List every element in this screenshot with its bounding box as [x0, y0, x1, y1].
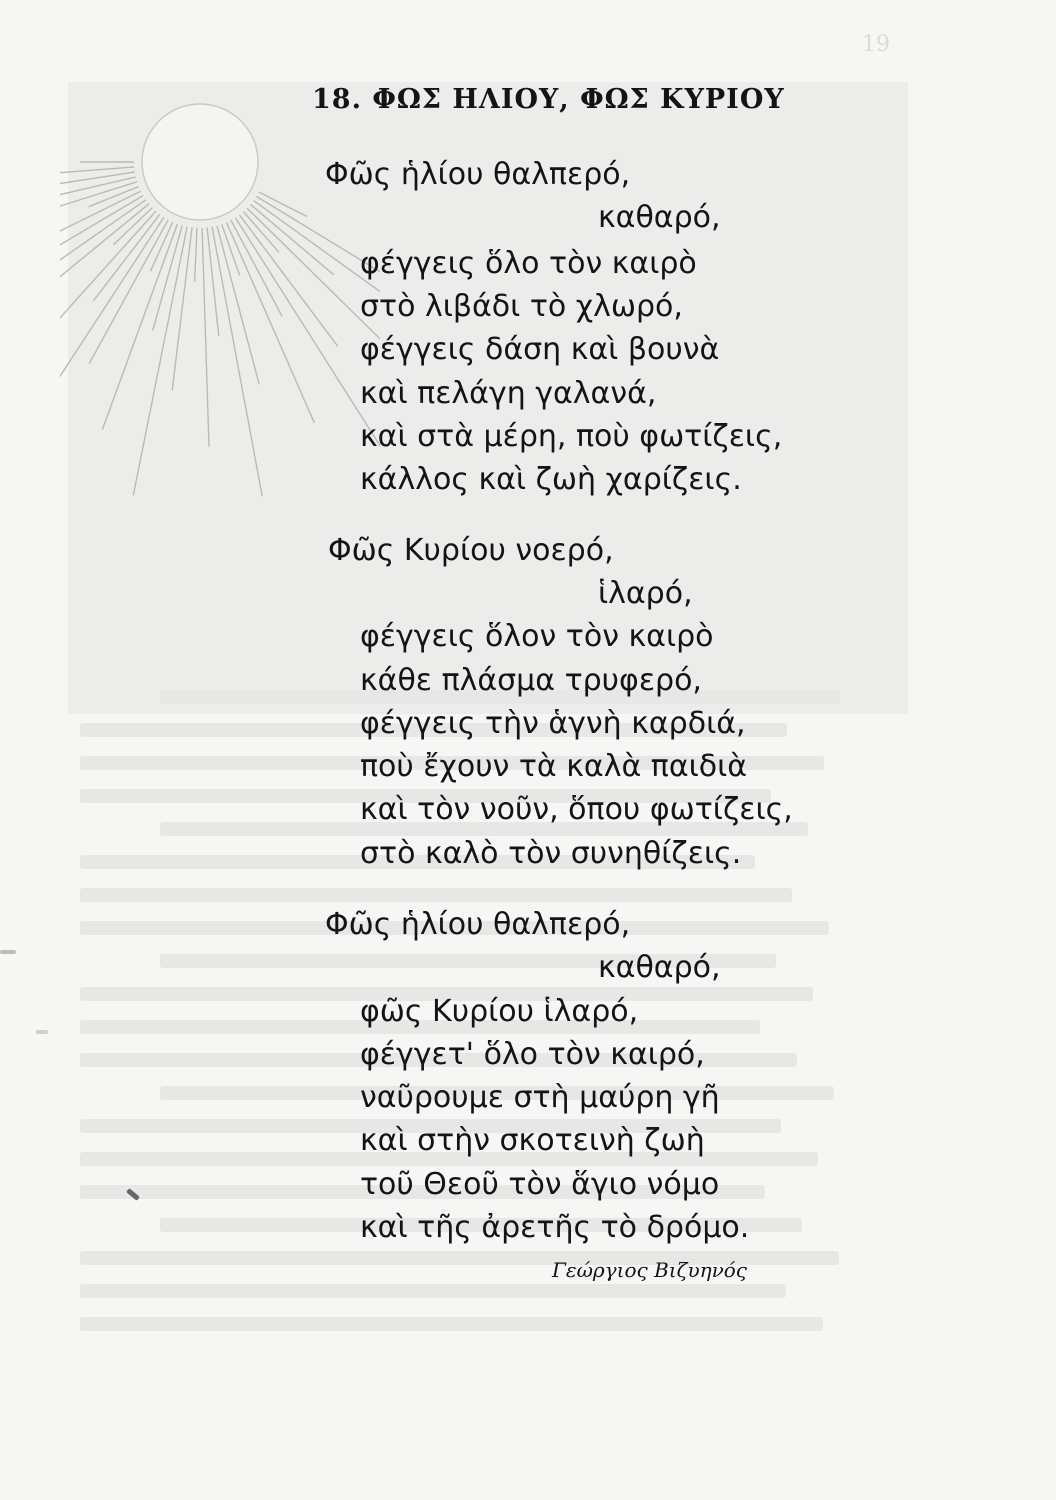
- poem-line: φέγγεις ὅλο τὸν καιρὸ: [360, 246, 697, 281]
- sun-ray: [93, 214, 159, 300]
- sun-ray: [60, 204, 149, 308]
- sun-ray: [60, 200, 146, 357]
- sun-ray: [243, 212, 279, 253]
- poem-line: καὶ στὴν σκοτεινὴ ζωὴ: [360, 1123, 705, 1158]
- poem-line: φέγγετ' ὅλο τὸν καιρό,: [360, 1037, 705, 1072]
- sun-illustration: [60, 82, 380, 502]
- poem-line: φῶς Κυρίου ἱλαρό,: [360, 994, 639, 1029]
- poem-title: 18. ΦΩΣ ΗΛΙΟΥ, ΦΩΣ ΚΥΡΙΟΥ: [312, 84, 785, 115]
- sun-ray: [251, 205, 334, 275]
- poem-line: στὸ καλὸ τὸν συνηθίζεις.: [360, 836, 742, 871]
- poem-line: καὶ τῆς ἀρετῆς τὸ δρόμο.: [360, 1210, 750, 1245]
- poem-line: φέγγεις ὅλον τὸν καιρὸ: [360, 619, 714, 654]
- author-signature: Γεώργιος Βιζυηνός: [552, 1258, 747, 1282]
- poem-line: Φῶς ἡλίου θαλπερό,: [325, 157, 631, 192]
- poem-line: Φῶς ἡλίου θαλπερό,: [325, 907, 631, 942]
- poem-line: καὶ στὰ μέρη, ποὺ φωτίζεις,: [360, 419, 783, 454]
- poem-line: καὶ πελάγη γαλανά,: [360, 376, 657, 411]
- poem-line: καθαρό,: [598, 950, 721, 985]
- poem-line: ἱλαρό,: [598, 576, 693, 611]
- sun-ray: [202, 228, 209, 447]
- sun-ray: [240, 215, 338, 346]
- page-number-ghost: 19: [862, 32, 890, 57]
- poem-line: φέγγεις τὴν ἁγνὴ καρδιά,: [360, 706, 746, 741]
- poem-line: κάλλος καὶ ζωὴ χαρίζεις.: [360, 462, 742, 497]
- poem-line: κάθε πλάσμα τρυφερό,: [360, 663, 702, 698]
- poem-line: καθαρό,: [598, 200, 721, 235]
- poem-line: ναῦρουμε στὴ μαύρη γῆ: [360, 1080, 720, 1115]
- sun-ray: [113, 208, 152, 245]
- poem-line: ποὺ ἔχουν τὰ καλὰ παιδιὰ: [360, 749, 748, 784]
- bleed-line: [80, 888, 792, 902]
- poem-line: τοῦ Θεοῦ τὸν ἅγιο νόμο: [360, 1167, 720, 1202]
- poem-line: φέγγεις δάση καὶ βουνὰ: [360, 332, 720, 367]
- bleed-line: [80, 1317, 823, 1331]
- margin-mark: [36, 1030, 48, 1034]
- margin-mark: [0, 950, 16, 954]
- sun-ray: [60, 217, 164, 446]
- sun-ray: [195, 228, 197, 282]
- poem-line: καὶ τὸν νοῦν, ὅπου φωτίζεις,: [360, 792, 793, 827]
- poem-line: Φῶς Κυρίου νοερό,: [328, 533, 614, 568]
- bleed-line: [80, 1284, 786, 1298]
- sun-ray: [207, 228, 219, 336]
- poem-line: στὸ λιβάδι τὸ χλωρό,: [360, 289, 683, 324]
- sun-ray: [133, 227, 187, 496]
